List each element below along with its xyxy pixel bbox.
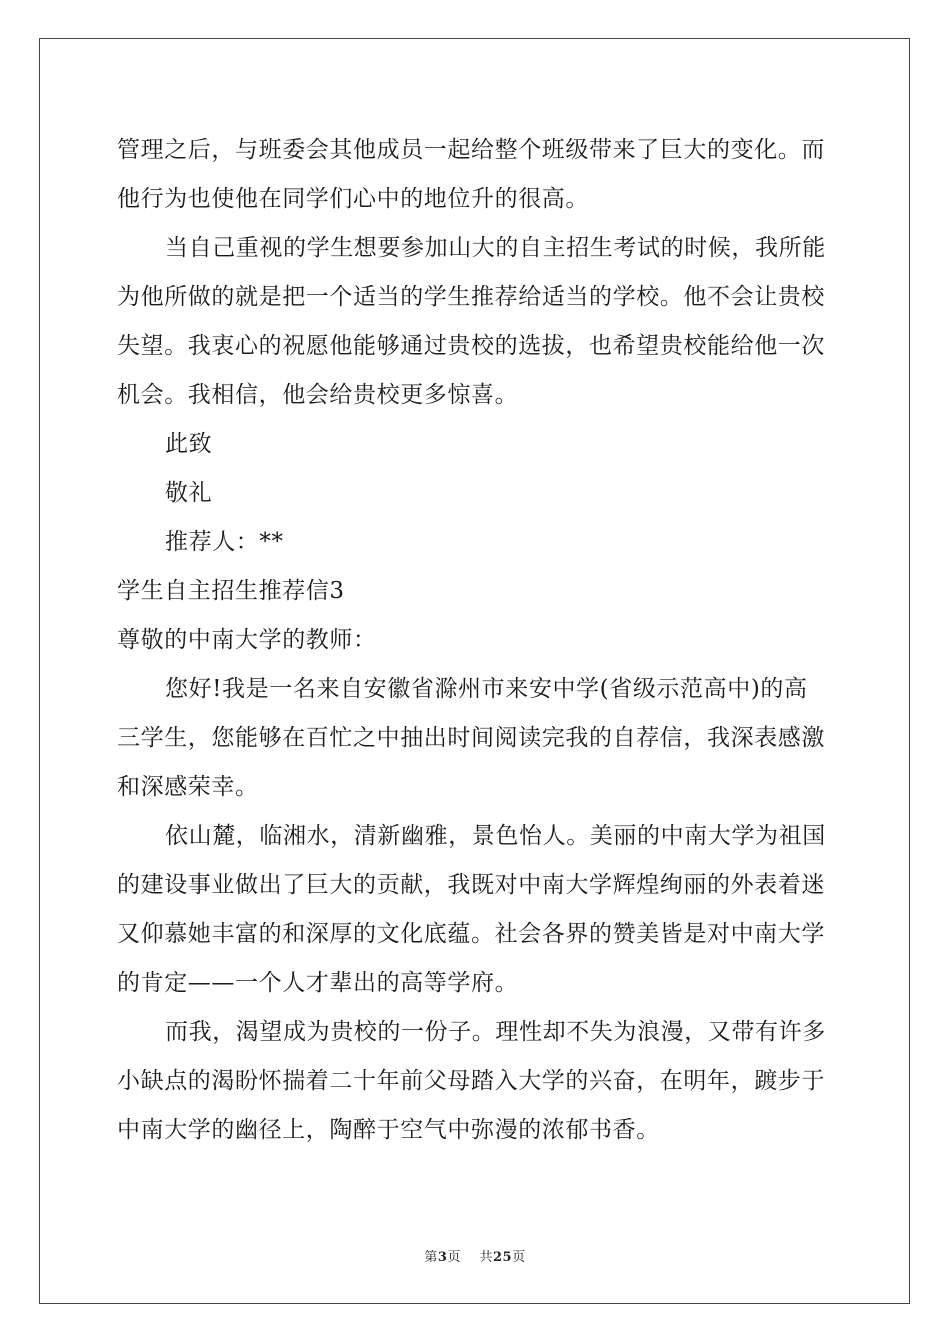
- recommender-line: 推荐人：**: [165, 529, 284, 555]
- paragraph-line: 管理之后，与班委会其他成员一起给整个班级带来了巨大的变化。而: [117, 137, 825, 163]
- closing-regards: 敬礼: [165, 480, 213, 506]
- paragraph-line: 的建设事业做出了巨大的贡献，我既对中南大学辉煌绚丽的外表着迷: [117, 872, 825, 898]
- letter-greeting: 尊敬的中南大学的教师：: [117, 627, 377, 653]
- paragraph-line: 为他所做的就是把一个适当的学生推荐给适当的学校。他不会让贵校: [117, 284, 825, 310]
- paragraph-line: 三学生，您能够在百忙之中抽出时间阅读完我的自荐信，我深表感激: [117, 725, 825, 751]
- paragraph-line: 小缺点的渴盼怀揣着二十年前父母踏入大学的兴奋，在明年，踱步于: [117, 1068, 825, 1094]
- paragraph-line: 他行为也使他在同学们心中的地位升的很高。: [117, 186, 589, 212]
- paragraph-line: 和深感荣幸。: [117, 774, 259, 800]
- paragraph-line: 您好!我是一名来自安徽省滁州市来安中学(省级示范高中)的高: [165, 676, 808, 702]
- paragraph-line: 失望。我衷心的祝愿他能够通过贵校的选拔，也希望贵校能给他一次: [117, 333, 825, 359]
- page-prefix: 第: [424, 1250, 438, 1265]
- page-footer: [0, 1246, 950, 1265]
- section-title: 学生自主招生推荐信3: [117, 578, 345, 604]
- total-prefix: 共: [479, 1250, 493, 1265]
- paragraph-line: 中南大学的幽径上，陶醉于空气中弥漫的浓郁书香。: [117, 1117, 660, 1143]
- page-current: 3: [437, 1250, 448, 1265]
- total-suffix: 页: [512, 1250, 526, 1265]
- paragraph-line: 又仰慕她丰富的和深厚的文化底蕴。社会各界的赞美皆是对中南大学: [117, 921, 825, 947]
- page-total: 25: [493, 1250, 513, 1265]
- paragraph-line: 依山麓，临湘水，清新幽雅，景色怡人。美丽的中南大学为祖国: [165, 823, 826, 849]
- page-suffix: 页: [447, 1250, 461, 1265]
- paragraph-line: 而我，渴望成为贵校的一份子。理性却不失为浪漫，又带有许多: [165, 1019, 826, 1045]
- paragraph-line: 当自己重视的学生想要参加山大的自主招生考试的时候，我所能: [165, 235, 826, 261]
- document-body: [117, 126, 833, 1155]
- closing-salutation: 此致: [165, 431, 213, 457]
- paragraph-line: 的肯定——一个人才辈出的高等学府。: [117, 970, 519, 996]
- paragraph-line: 机会。我相信，他会给贵校更多惊喜。: [117, 382, 519, 408]
